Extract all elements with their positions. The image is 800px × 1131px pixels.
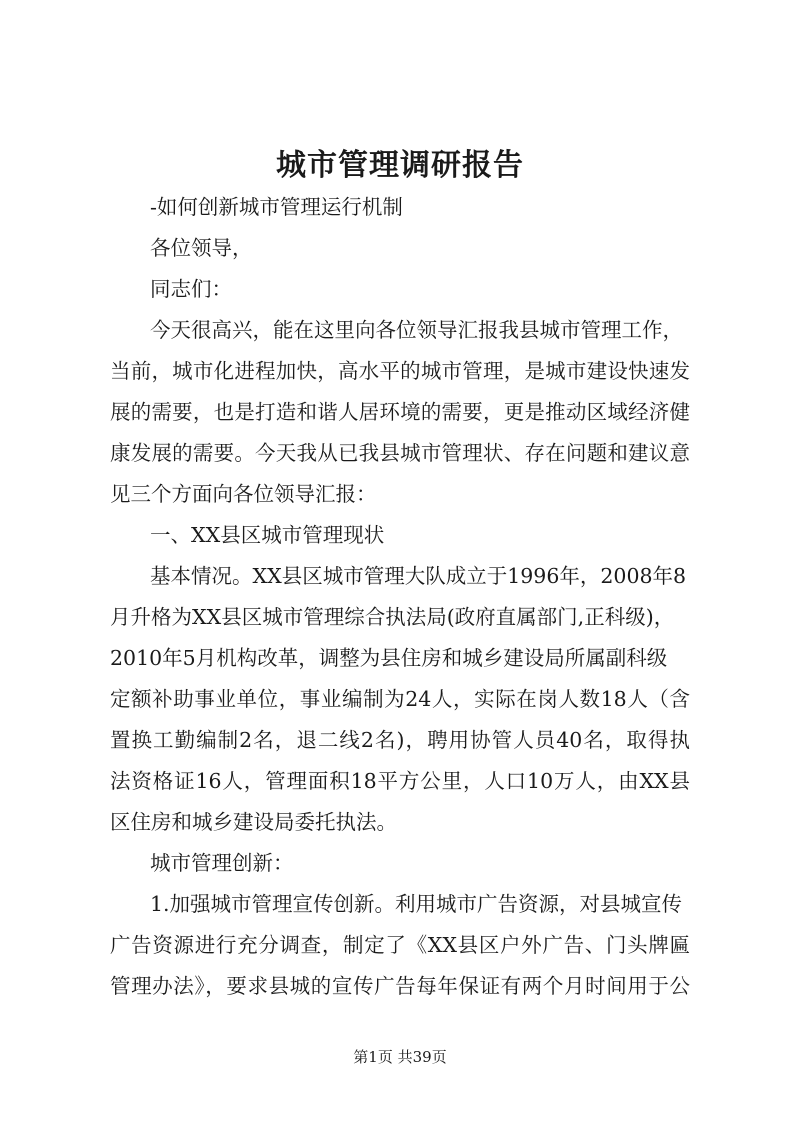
- paragraph-line: 康发展的需要。今天我从已我县城市管理状、存在问题和建议意: [110, 441, 690, 465]
- paragraph-line: 区住房和城乡建设局委托执法。: [110, 810, 397, 834]
- paragraph-line: 置换工勤编制2名，退二线2名)，聘用协管人员40名，取得执: [110, 728, 690, 752]
- paragraph-line: 管理办法》，要求县城的宣传广告每年保证有两个月时间用于公: [110, 974, 690, 998]
- section-heading: 一、XX县区城市管理现状: [150, 523, 385, 547]
- paragraph-line: 1.加强城市管理宣传创新。利用城市广告资源，对县城宣传: [150, 892, 683, 916]
- paragraph-line: 当前，城市化进程加快，高水平的城市管理，是城市建设快速发: [110, 359, 690, 383]
- subtitle-line: -如何创新城市管理运行机制: [150, 195, 403, 219]
- paragraph-line: 见三个方面向各位领导汇报：: [110, 482, 377, 506]
- paragraph-line: 2010年5月机构改革，调整为县住房和城乡建设局所属副科级: [110, 646, 668, 670]
- page-number-footer: 第1页 共39页: [353, 1048, 447, 1066]
- document-body: [110, 187, 690, 1007]
- salutation-line: 同志们：: [150, 277, 232, 301]
- paragraph-line: 广告资源进行充分调查，制定了《XX县区户外广告、门头牌匾: [110, 933, 690, 957]
- paragraph-line: 今天很高兴，能在这里向各位领导汇报我县城市管理工作，: [150, 318, 683, 342]
- subsection-heading: 城市管理创新：: [150, 851, 294, 875]
- paragraph-line: 月升格为XX县区城市管理综合执法局(政府直属部门,正科级)，: [110, 605, 675, 629]
- paragraph-line: 法资格证16人，管理面积18平方公里，人口10万人，由XX县: [110, 769, 690, 793]
- paragraph-line: 展的需要，也是打造和谐人居环境的需要，更是推动区域经济健: [110, 400, 690, 424]
- salutation-line: 各位领导，: [150, 236, 253, 260]
- document-title: 城市管理调研报告: [276, 148, 524, 183]
- paragraph-line: 基本情况。XX县区城市管理大队成立于1996年，2008年8: [150, 564, 687, 588]
- paragraph-line: 定额补助事业单位，事业编制为24人，实际在岗人数18人（含: [110, 687, 690, 711]
